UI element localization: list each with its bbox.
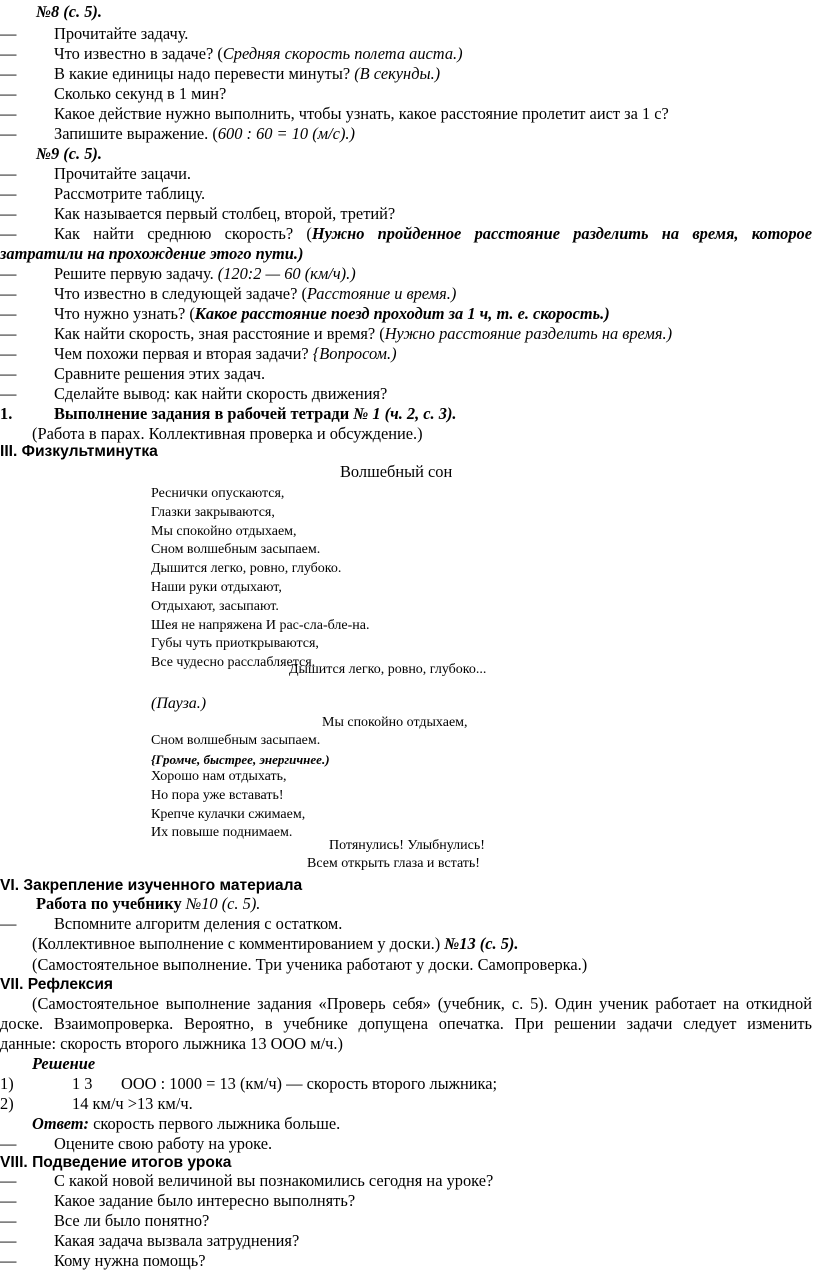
reflection-para-line: (Самостоятельное выполнение задания «Проверь себя» (учебник, с. 5). Один ученик работает на откидной	[32, 994, 812, 1013]
poem-line: Мы спокойно отдыхаем,	[151, 523, 297, 539]
poem-title: Волшебный сон	[340, 462, 453, 481]
poem-line: Всем открыть глаза и встать!	[307, 856, 480, 871]
solution-answer: Ответ: скорость первого лыжника больше.	[32, 1114, 341, 1133]
textbook-work: Работа по учебнику №10 (с. 5).	[36, 894, 261, 913]
section-6-heading: VI. Закрепление изученного материала	[0, 877, 303, 894]
reflection-para-line: данные: скорость второго лыжника 13 ООО м/ч.)	[0, 1034, 343, 1053]
document-page: №8 (с. 5). — Прочитайте задачу. — Что известно в задаче? (Средняя скорость полета аиста.) — В какие единицы надо перевести минуты? (В секунды.) — Сколько секунд в 1 мин? — Какое действие нужно выполнить, чтобы узнать, какое расстояние пролетит аист за 1 с? — Запишите выражение. (600 : 60 = 10 (м/с).) №9 (с. 5). — Прочитайте зацачи. — Рассмотрите таблицу. — Как называется первый столбец, второй, третий? — Как найти среднюю скорость? (Нужно пройденное расстояние разделить на время, которое затратили на прохождение этого пути.) — Решите первую задачу. (120:2 — 60 (км/ч).) — Что известно в следующей задаче? (Расстояние и время.) — Что нужно узнать? (Какое расстояние поезд проходит за 1 ч, т. е. скорость.) — Как найти скорость, зная расстояние и время? (Нужно расстояние разделить на время.) — Чем похожи первая и вторая задачи? {Вопросом.) — Сравните решения этих задач. — Сделайте вывод: как найти скорость движения? 1. Выполнение задания в рабочей тетради № 1 (ч. 2, с. 3). (Работа в парах. Коллективная проверка и обсуждение.) III. Физкультминутка Волшебный сон Реснички опускаются, Глазки закрываются, Мы спокойно отдыхаем, Сном волшебным засыпаем. Дышится легко, ровно, глубоко. Наши руки отдыхают, Отдыхают, засыпают. Шея не напряжена И рас-сла-бле-на. Губы чуть приоткрываются, Все чудесно расслабляется. Дышится легко, ровно, глубоко... (Пауза.) Мы спокойно отдыхаем, Сном волшебным засыпаем. {Громче, быстрее, энергичнее.) Хорошо нам отдыхать, Но пора уже вставать! Крепче кулачки сжимаем, Их повыше поднимаем. Потянулись! Улыбнулись! Всем открыть глаза и встать! VI. Закрепление изученного материала Работа по учебнику №10 (с. 5). — Вспомните алгоритм деления с остатком. (Коллективное выполнение с комментированием у доски.) №13 (с. 5). (Самостоятельное выполнение. Три ученика работают у доски. Самопроверка.) VII. Рефлексия (Самостоятельное выполнение задания «Проверь себя» (учебник, с. 5). Один ученик работает на откидной доске. Взаимопроверка. Вероятно, в учебнике допущена опечатка. При решении задачи следует изменить данные: скорость второго лыжника 13 ООО м/ч.) Решение 1) 1 3 ООО : 1000 = 13 (км/ч) — скорость второго лыжника; 2) 14 км/ч >13 км/ч. Ответ: скорость первого лыжника больше. — Оцените свою работу на уроке. VIII. Подведение итогов урока — С какой новой величиной вы познакомились сегодня на уроке? — Какое задание было интересно выполнять? — Все ли было понятно? — Какая задача вызвала затруднения? — Кому нужна помощь?	[0, 2, 812, 1270]
poem-line: Сном волшебным засыпаем.	[151, 542, 321, 558]
section-3-heading: III. Физкультминутка	[0, 443, 158, 460]
task9-heading: №9 (с. 5).	[36, 144, 102, 163]
poem-line: Дышится легко, ровно, глубоко...	[289, 662, 487, 677]
section-8-heading: VIII. Подведение итогов урока	[0, 1154, 232, 1171]
poem-stanza-1	[151, 485, 369, 673]
poem-line: Мы спокойно отдыхаем,	[322, 715, 468, 730]
poem-line: Сном волшебным засыпаем.	[151, 733, 321, 748]
collective-work: (Коллективное выполнение с комментированием у доски.) №13 (с. 5).	[32, 934, 519, 953]
poem-line: Реснички опускаются,	[151, 486, 285, 501]
solution-label: Решение	[32, 1054, 96, 1073]
poem-line: Глазки закрываются,	[151, 504, 275, 520]
poem-line: Все чудесно расслабляется.	[151, 655, 316, 671]
independent-work: (Самостоятельное выполнение. Три ученика работают у доски. Самопроверка.)	[32, 955, 588, 974]
poem-line: Шея не напряжена И рас-сла-бле-на.	[151, 617, 370, 633]
task8-heading: №8 (с. 5).	[36, 2, 102, 21]
task8-item-text: Прочитайте задачу.	[54, 24, 189, 43]
poem-line: Отдыхают, засыпают.	[151, 598, 279, 614]
task9-average-speed-answer: затратили на прохождение этого пути.)	[0, 244, 304, 263]
poem-line: Их повыше поднимаем.	[151, 825, 293, 841]
workbook-note: (Работа в парах. Коллективная проверка и обсуждение.)	[32, 424, 423, 443]
section-7-heading: VII. Рефлексия	[0, 976, 114, 993]
reflection-para-line: доске. Взаимопроверка. Вероятно, в учебнике допущена опечатка. При решении задачи следует изменить	[0, 1014, 812, 1033]
poem-line: Дышится легко, ровно, глубоко.	[151, 561, 342, 577]
poem-stanza-2	[151, 768, 305, 843]
poem-line: Губы чуть приоткрываются,	[151, 636, 319, 652]
poem-line: Но пора уже вставать!	[151, 787, 284, 803]
poem-instruction: {Громче, быстрее, энергичнее.)	[151, 752, 330, 767]
poem-line: Потянулись! Улыбнулись!	[329, 838, 485, 853]
poem-line: Хорошо нам отдыхать,	[151, 769, 287, 784]
poem-line: Наши руки отдыхают,	[151, 579, 282, 595]
poem-pause: (Пауза.)	[151, 695, 207, 712]
poem-line: Крепче кулачки сжимаем,	[151, 806, 306, 822]
